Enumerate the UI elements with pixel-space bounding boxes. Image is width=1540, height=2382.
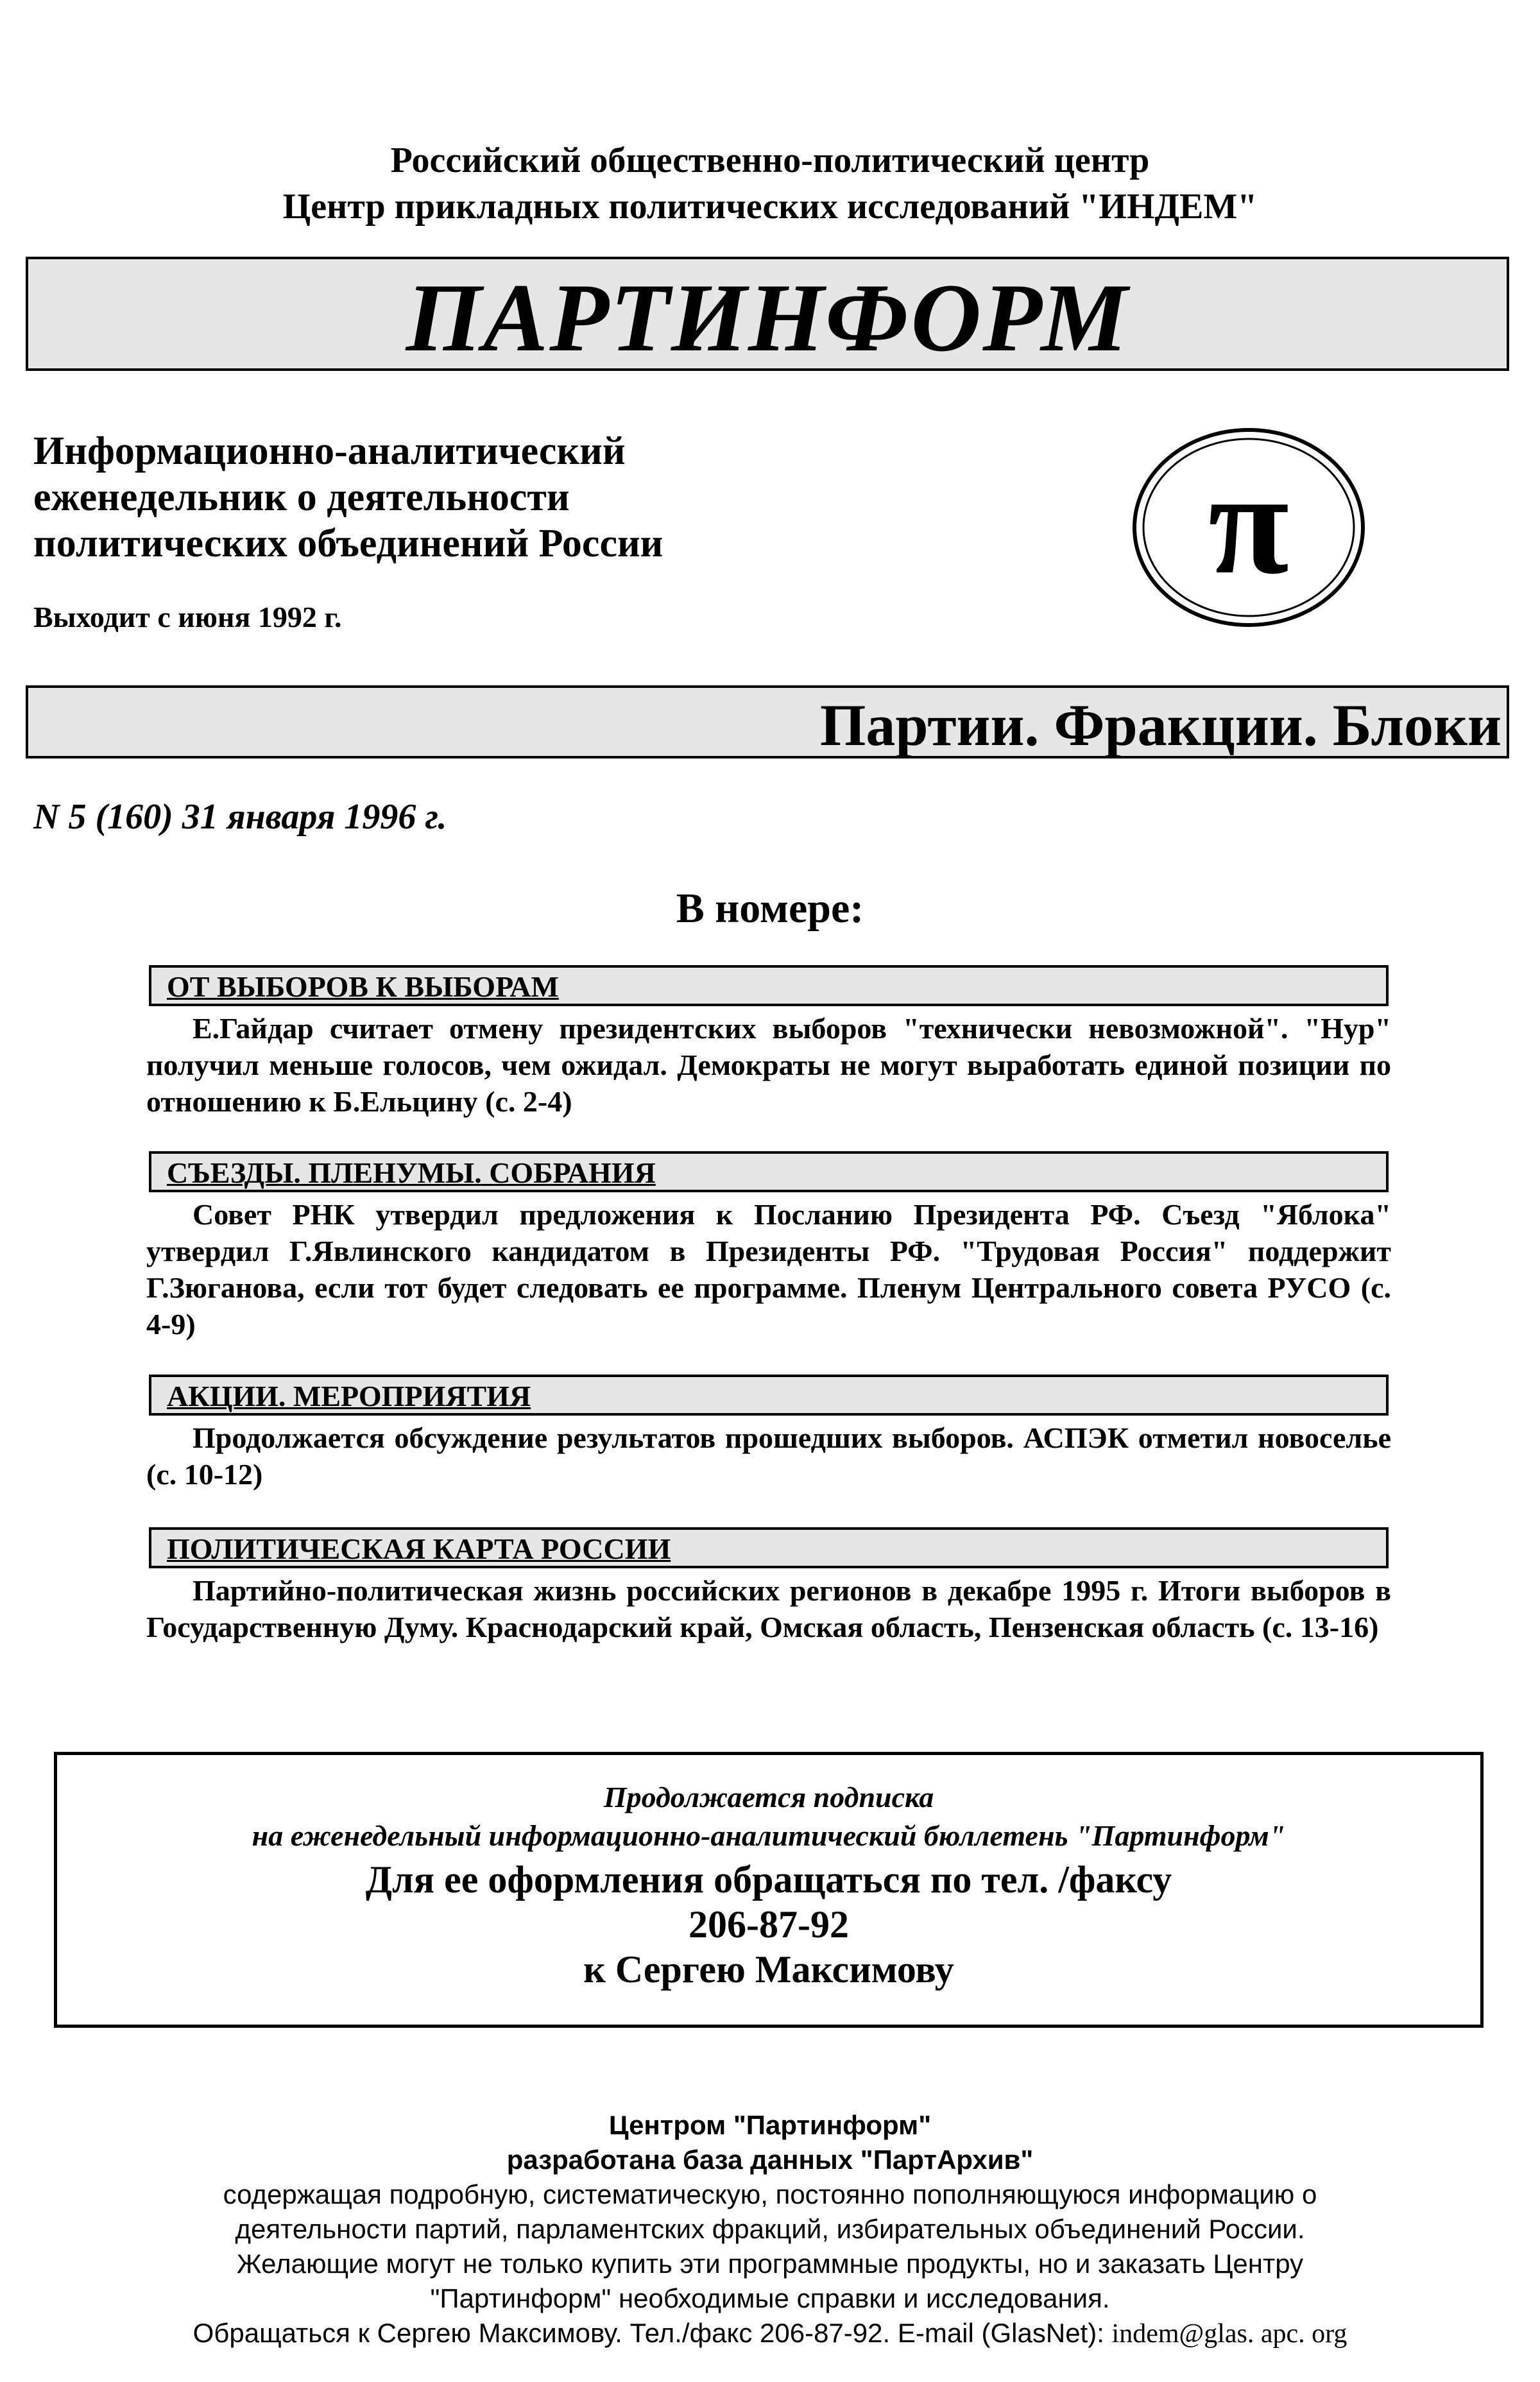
rubric-heading-bar <box>149 965 1389 1006</box>
section-title: Партии. Фракции. Блоки <box>819 692 1502 758</box>
footer-line: Желающие могут не только купить эти программные продукты, но и заказать Центру <box>236 2249 1304 2279</box>
published-since: Выходит с июня 1992 г. <box>33 601 342 633</box>
rubric-title: АКЦИИ. МЕРОПРИЯТИЯ <box>167 1380 531 1412</box>
publisher-name: Российский общественно-политический центр <box>390 141 1150 180</box>
footer-contact-line <box>0 2315 1540 2352</box>
description-line: еженедельник о деятельности <box>33 476 570 519</box>
rubric-summary: Совет РНК утвердил предложения к Посланию Президента РФ. Съезд "Яблока" утвердил Г.Явлинского кандидатом в Президенты РФ. "Трудовая Россия" поддержит Г.Зюганова, если тот будет следовать ее программе. Пленум Центрального совета РУСО (с. 4-9) <box>146 1198 1391 1341</box>
footer-line: разработана база данных "ПартАрхив" <box>506 2145 1034 2175</box>
rubric-title: ПОЛИТИЧЕСКАЯ КАРТА РОССИИ <box>167 1532 671 1565</box>
email-address: indem@glas. apc. org <box>1111 2319 1348 2349</box>
contents-heading: В номере: <box>676 885 864 932</box>
footer-line: деятельности партий, парламентских фракций, избирательных объединений России. <box>235 2214 1305 2244</box>
subscription-box <box>54 1752 1484 2028</box>
pi-glyph: π <box>1208 441 1290 604</box>
rubric-summary: Продолжается обсуждение результатов прошедших выборов. АСПЭК отметил новоселье (с. 10-12) <box>146 1421 1391 1491</box>
rubric-title: СЪЕЗДЫ. ПЛЕНУМЫ. СОБРАНИЯ <box>167 1156 656 1189</box>
subscription-line: на еженедельный информационно-аналитический бюллетень "Партинформ" <box>252 1819 1286 1852</box>
rubric-title: ОТ ВЫБОРОВ К ВЫБОРАМ <box>167 970 559 1003</box>
footer-contact-text: Обращаться к Сергею Максимову. Тел./факс 206-87-92. E-mail (GlasNet): <box>193 2318 1112 2348</box>
footer-line: Центром "Партинформ" <box>608 2110 932 2140</box>
center-name: Центр прикладных политических исследований "ИНДЕМ" <box>282 187 1258 227</box>
description-line: политических объединений России <box>33 522 663 565</box>
section-bar <box>26 685 1509 758</box>
rubric-summary: Е.Гайдар считает отмену президентских выборов "технически невозможной". "Нур" получил меньше голосов, чем ожидал. Демократы не могут выработать единой позиции по отношению к Б.Ельцину (с. 2-4) <box>146 1012 1391 1118</box>
subscription-contact: Для ее оформления обращаться по тел. /факсу <box>365 1858 1172 1901</box>
rubric-heading-bar <box>149 1375 1389 1416</box>
rubric-heading-bar <box>149 1151 1389 1192</box>
rubric-summary: Партийно-политическая жизнь российских регионов в декабре 1995 г. Итоги выборов в Государственную Думу. Краснодарский край, Омская область, Пензенская область (с. 13-16) <box>146 1574 1391 1643</box>
subscription-person: к Сергею Максимову <box>583 1948 954 1991</box>
footer-line: "Партинформ" необходимые справки и исследования. <box>430 2283 1110 2313</box>
masthead-box <box>26 257 1509 371</box>
pi-logo-icon <box>1127 425 1371 630</box>
description-line: Информационно-аналитический <box>33 429 626 473</box>
masthead-title: ПАРТИНФОРМ <box>406 264 1129 372</box>
issue-number: N 5 (160) 31 января 1996 г. <box>33 797 447 837</box>
footer-line: содержащая подробную, систематическую, постоянно пополняющуюся информацию о <box>223 2179 1317 2209</box>
subscription-line: Продолжается подписка <box>603 1781 934 1813</box>
rubric-heading-bar <box>149 1527 1389 1568</box>
subscription-phone: 206-87-92 <box>689 1903 849 1946</box>
